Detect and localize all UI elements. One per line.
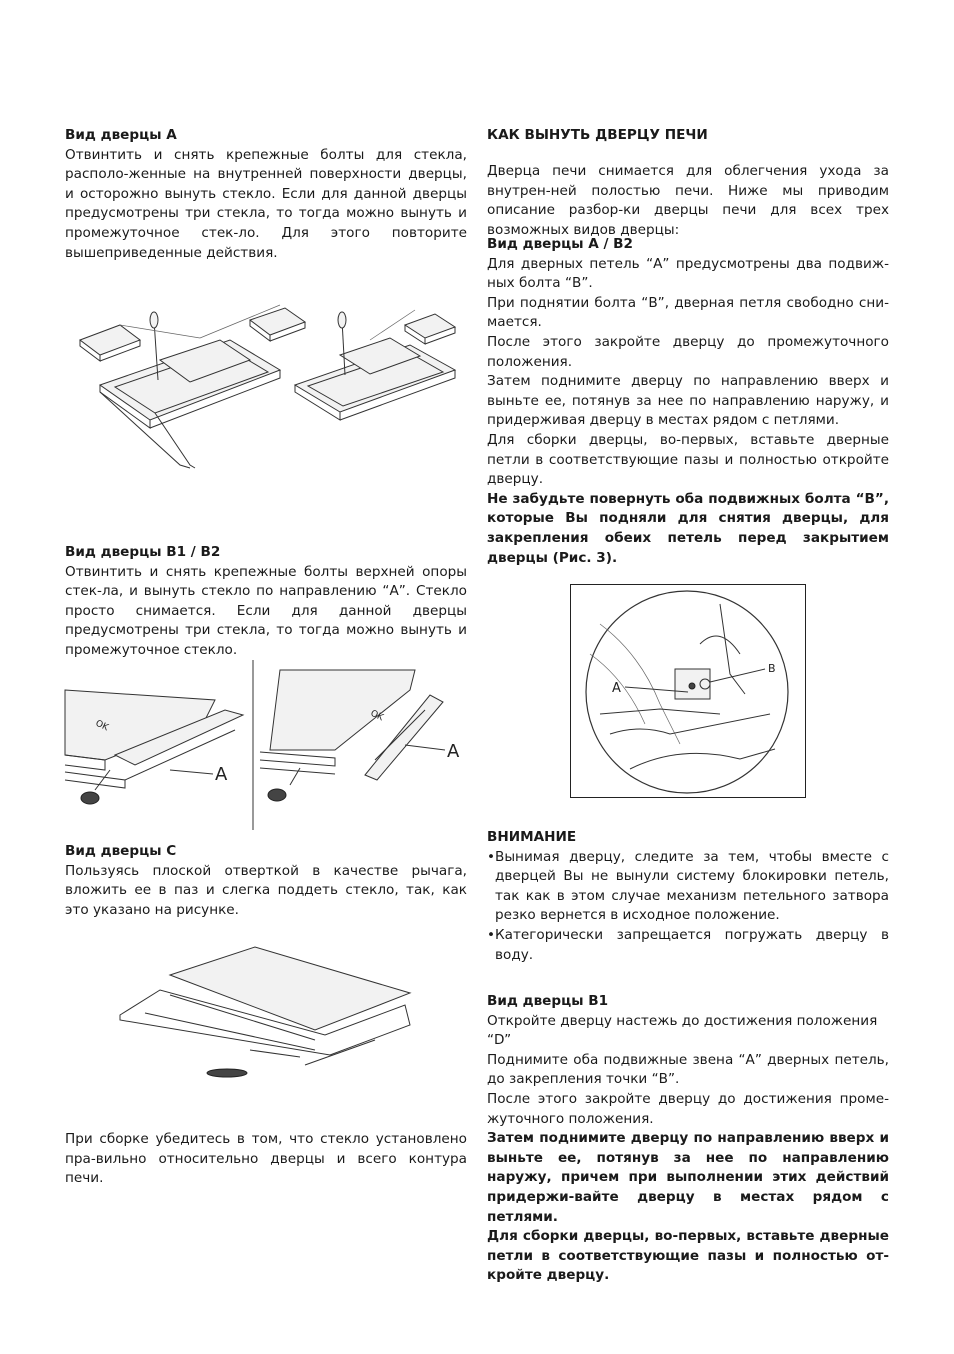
door-c-text: Пользуясь плоской отверткой в качестве рычага, вложить ее в паз и слегка поддеть стекло, так, как это указано на рисунке. <box>65 862 467 918</box>
warning-title: ВНИМАНИЕ <box>487 829 577 845</box>
assembly-note-text: При сборке убедитесь в том, что стекло установлено пра-вильно относительно дверцы и всего контура печи. <box>65 1131 467 1187</box>
screwdriver-icon <box>207 1069 247 1077</box>
door-b1-p2: Поднимите оба подвижные звена “А” дверных петель, до закрепления точки “В”. <box>487 1051 889 1088</box>
hinge-figure <box>570 584 806 798</box>
door-ab2-warning: Не забудьте повернуть оба подвижных болта “В”, которые Вы подняли для снятия дверцы, для закрепления обеих петель перед закрытием дверцы (Рис. 3). <box>487 490 889 566</box>
warning-item: • Вынимая дверцу, следите за тем, чтобы вместе с дверцей Вы не вынули систему блокировки петель, так как в этом случае механизм петельного затвора резко вернется в исходное положение. <box>487 848 889 926</box>
door-b1-p1: Откройте дверцу настежь до достижения положения “D” <box>487 1012 878 1049</box>
door-ab2-title: Вид дверцы А / В2 <box>487 236 634 252</box>
intro-block <box>487 162 889 240</box>
door-b1b2-text: Отвинтить и снять крепежные болты верхней опоры стек-ла, и вынуть стекло по направлению “А”. Стекло просто снимается. Если для данной дверцы предусмотрены три стекла, то тогда можно вынуть и промежуточное стекло. <box>65 563 467 658</box>
door-b1-title: Вид дверцы В1 <box>487 993 609 1009</box>
door-b1b2-title: Вид дверцы В1 / В2 <box>65 544 221 560</box>
door-a-section <box>65 126 467 263</box>
door-b1-p3: После этого закройте дверцу до достижения проме-жуточного положения. <box>487 1090 889 1127</box>
glass-mark: OK <box>368 708 385 724</box>
door-ab2-p1: Для дверных петель “А” предусмотрены два подвиж-ных болта “В”. <box>487 255 889 292</box>
direction-label-a: A <box>447 741 460 762</box>
remove-door-section <box>487 126 889 146</box>
door-b1b2-figure <box>65 660 465 832</box>
section-title: КАК ВЫНУТЬ ДВЕРЦУ ПЕЧИ <box>487 127 708 143</box>
assembly-note <box>65 1130 467 1189</box>
door-c-section <box>65 842 467 920</box>
warning-list <box>487 848 889 966</box>
door-b1-bold2: Для сборки дверцы, во-первых, вставьте дверные петли в соответствующие пазы и полностью от-кройте дверцу. <box>487 1228 889 1284</box>
door-b1b2-right-view <box>260 670 460 801</box>
door-a-right-view <box>295 310 455 420</box>
door-ab2-p3: После этого закройте дверцу до промежуточного положения. <box>487 333 889 370</box>
door-b1-section <box>487 992 889 1286</box>
door-ab2-p5: Для сборки дверцы, во-первых, вставьте дверные петли в соответствующие пазы и полностью откройте дверцу. <box>487 431 889 488</box>
door-b1b2-left-view <box>65 690 243 804</box>
door-a-left-view <box>80 305 305 468</box>
door-a-title: Вид дверцы А <box>65 127 177 143</box>
door-a-text: Отвинтить и снять крепежные болты для стекла, располо-женные на внутренней поверхности дверцы, и осторожно вынуть стекло. Если для данной дверцы предусмотрены три стекла, то тогда можно вынуть и промежуточное стек-ло. Для этого повторите вышеприведенные действия. <box>65 146 467 261</box>
door-c-title: Вид дверцы С <box>65 843 177 859</box>
label-a: A <box>612 681 621 696</box>
glass-panel <box>170 947 410 1030</box>
intro-text: Дверца печи снимается для облегчения ухода за внутрен-ней полостью печи. Ниже мы приводим описание разбор-ки дверцы печи для всех трех возможных видов дверцы: <box>487 163 889 238</box>
glass-mark: OK <box>93 718 110 734</box>
door-ab2-p2: При поднятии болта “В”, дверная петля свободно сни-мается. <box>487 294 889 331</box>
warning-item: • Категорически запрещается погружать дверцу в воду. <box>487 926 889 965</box>
direction-label-a: A <box>215 764 228 785</box>
door-a-figure <box>70 300 470 470</box>
label-b: B <box>768 662 776 675</box>
door-ab2-section <box>487 235 889 568</box>
door-c-figure <box>115 945 415 1085</box>
door-b1-bold1: Затем поднимите дверцу по направлению вверх и выньте ее, потянув за нее по направлению наружу, причем при выполнении этих действий придержи-вайте дверцу в местах рядом с петлями. <box>487 1130 889 1225</box>
door-ab2-p4: Затем поднимите дверцу по направлению вверх и выньте ее, потянув за нее по направлению наружу, и придерживая дверцу в местах рядом с петлями. <box>487 373 889 429</box>
door-b1b2-section <box>65 543 467 661</box>
warning-section <box>487 828 889 965</box>
